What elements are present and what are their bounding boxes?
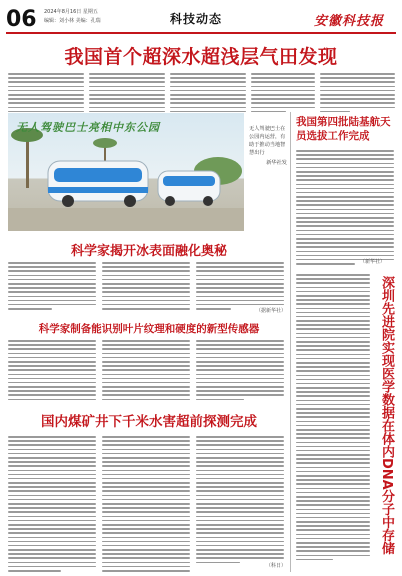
lead-headline: 我国首个超深水超浅层气田发现: [64, 46, 338, 68]
drill-headline: 国内煤矿井下千米水害超前探测完成: [41, 414, 257, 430]
lead-photo: [8, 113, 244, 231]
header-rule: [6, 32, 396, 34]
editor-line: 编辑：刘小林 美编：孔瑞: [44, 18, 101, 24]
page-number: 06: [6, 7, 37, 32]
tilted-headline: 我国第四批陆基航天员选拔工作完成: [296, 116, 391, 142]
fingerprint-headline: 科学家制备能识别叶片纹理和硬度的新型传感器: [38, 323, 260, 335]
photo-caption-text: 无人驾驶巴士在公园内运营，有助于推动当地智慧出行: [249, 126, 286, 156]
lead-text-col-1: [8, 73, 84, 115]
photo-watermark-title: 无人驾驶巴士亮相中东公园: [16, 121, 160, 134]
dna-text-col: [296, 274, 370, 563]
tilted-body: [296, 150, 394, 267]
lead-text-col-4: [251, 73, 315, 115]
lead-text-col-2: [89, 73, 165, 115]
photo-credit: 新华社发: [266, 160, 287, 166]
fingerprint-text-col-3: [196, 340, 284, 403]
surface-text-col-1: [8, 262, 96, 312]
fingerprint-text-col-1: [8, 340, 96, 403]
drill-text-col-3: [196, 436, 284, 566]
surface-text-col-3: [196, 262, 287, 314]
drill-text-col-1: [8, 436, 96, 574]
drill-text-col-2: [102, 436, 190, 574]
section-title: 科技动态: [170, 12, 223, 26]
masthead-logo: 安徽科技报: [314, 14, 385, 29]
date-line: 2024年8月16日 星期五: [44, 9, 98, 15]
dna-vertical-headline: 深圳先进院实现医学数据在体内DNA分子中存储: [379, 276, 394, 555]
column-divider: [290, 112, 291, 572]
tilted-source: （新华社）: [360, 259, 386, 265]
fingerprint-text-col-2: [102, 340, 190, 403]
lead-text-col-5: [320, 73, 395, 115]
lead-text-col-3: [170, 73, 246, 115]
photo-caption-box: [249, 125, 287, 167]
surface-headline: 科学家揭开冰表面融化奥秘: [70, 244, 227, 259]
surface-text-col-2: [102, 262, 190, 312]
surface-source: （据新华社）: [256, 308, 287, 314]
drill-source: （科日）: [266, 563, 287, 569]
